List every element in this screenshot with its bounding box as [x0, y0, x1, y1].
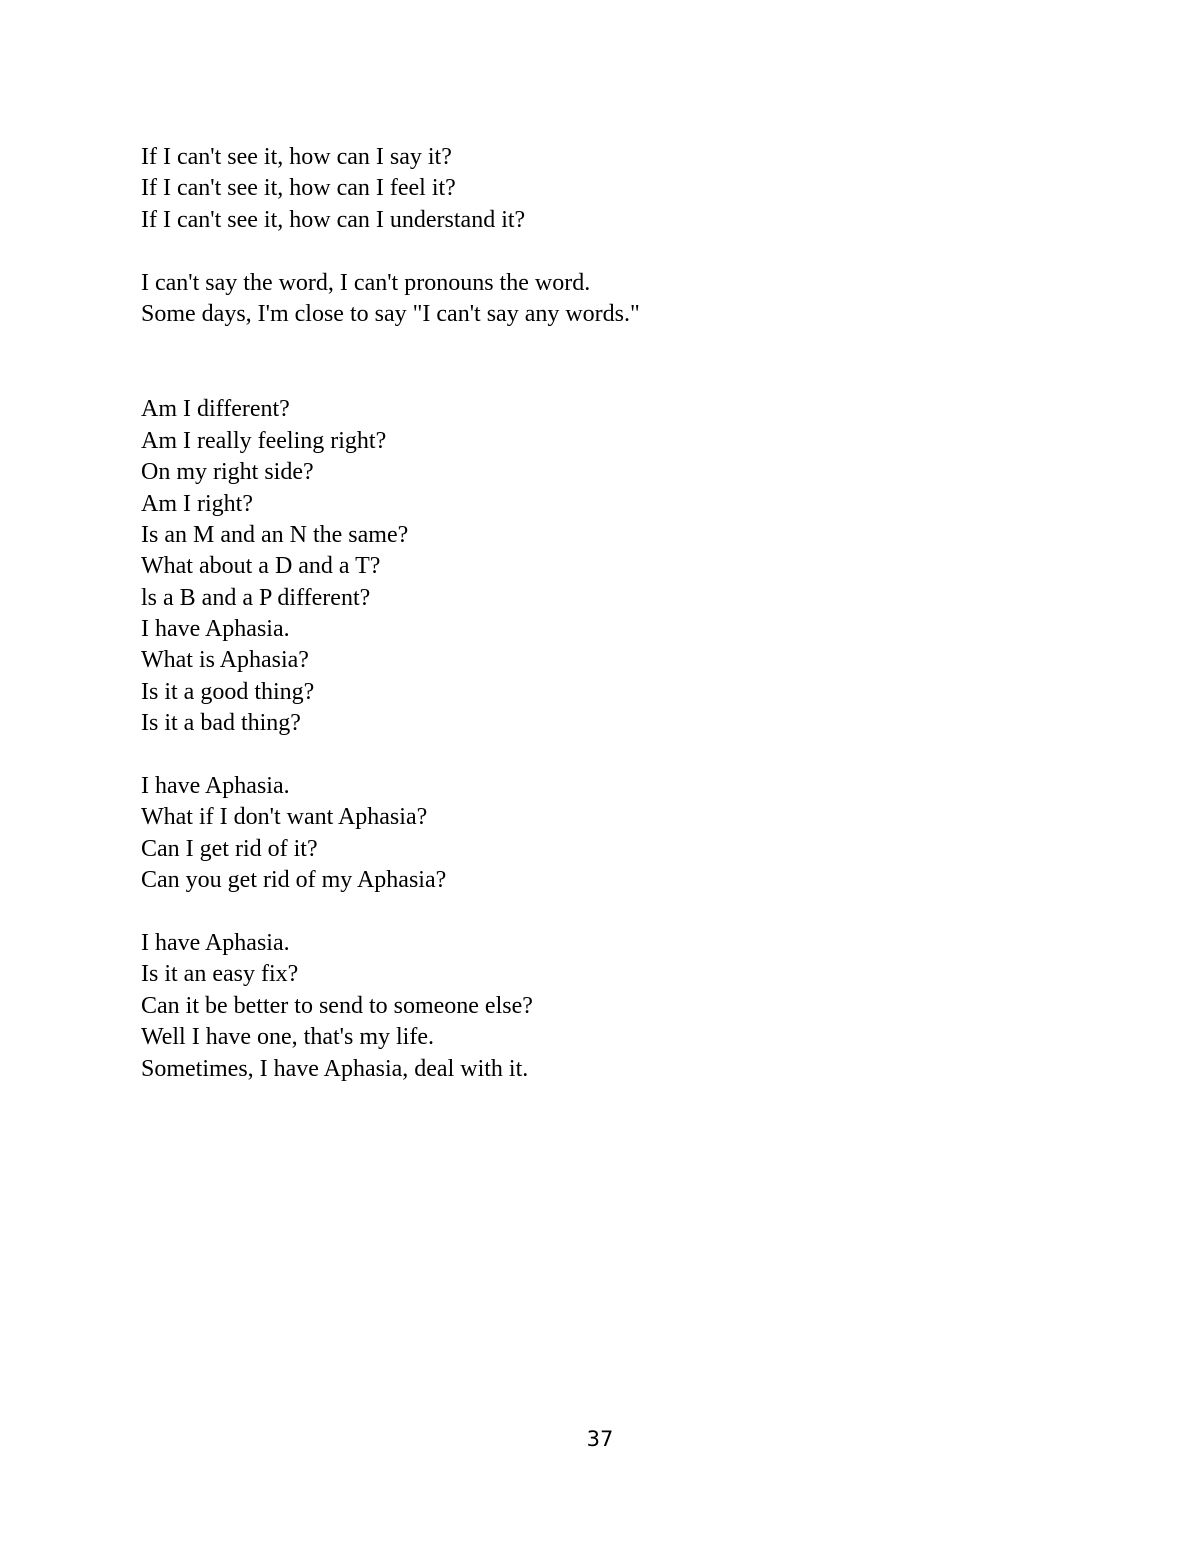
stanza-5: [141, 928, 1041, 1085]
page-number: 37: [586, 1427, 614, 1451]
stanza-break: [141, 897, 1041, 928]
poem-line: Can I get rid of it?: [141, 835, 318, 862]
poem-line: Can you get rid of my Aphasia?: [141, 867, 447, 894]
poem-line: If I can't see it, how can I understand it?: [141, 206, 526, 233]
poem-line: Is it a good thing?: [141, 678, 315, 705]
poem-line: Is it a bad thing?: [141, 710, 301, 737]
poem-line: Am I really feeling right?: [141, 427, 387, 454]
poem-line: Some days, I'm close to say "I can't say any words.": [141, 300, 640, 327]
poem-line: ls a B and a P different?: [141, 584, 371, 611]
stanza-4: [141, 771, 1041, 897]
poem-line: Well I have one, that's my life.: [141, 1024, 434, 1051]
stanza-break: [141, 740, 1041, 771]
poem-line: I have Aphasia.: [141, 929, 290, 956]
stanza-break: [141, 330, 1041, 394]
poem-line: I have Aphasia.: [141, 616, 290, 643]
poem-line: Is it an easy fix?: [141, 961, 299, 988]
stanza-1: [141, 142, 1041, 236]
poem-line: I have Aphasia.: [141, 773, 290, 800]
poem-line: Am I right?: [141, 490, 253, 517]
stanza-break: [141, 236, 1041, 267]
poem-body: [141, 142, 1041, 1085]
poem-line: Is an M and an N the same?: [141, 521, 409, 548]
poem-line: Can it be better to send to someone else?: [141, 992, 533, 1019]
poem-line: What is Aphasia?: [141, 647, 309, 674]
poem-line: Sometimes, I have Aphasia, deal with it.: [141, 1055, 529, 1082]
poem-line: Am I different?: [141, 396, 290, 423]
poem-line: If I can't see it, how can I say it?: [141, 144, 452, 170]
poem-line: If I can't see it, how can I feel it?: [141, 175, 456, 202]
poem-line: On my right side?: [141, 459, 314, 486]
poem-line: I can't say the word, I can't pronouns the word.: [141, 269, 591, 296]
stanza-2: [141, 268, 1041, 331]
stanza-3: [141, 394, 1041, 739]
poem-line: What if I don't want Aphasia?: [141, 804, 428, 831]
poem-line: What about a D and a T?: [141, 553, 381, 580]
